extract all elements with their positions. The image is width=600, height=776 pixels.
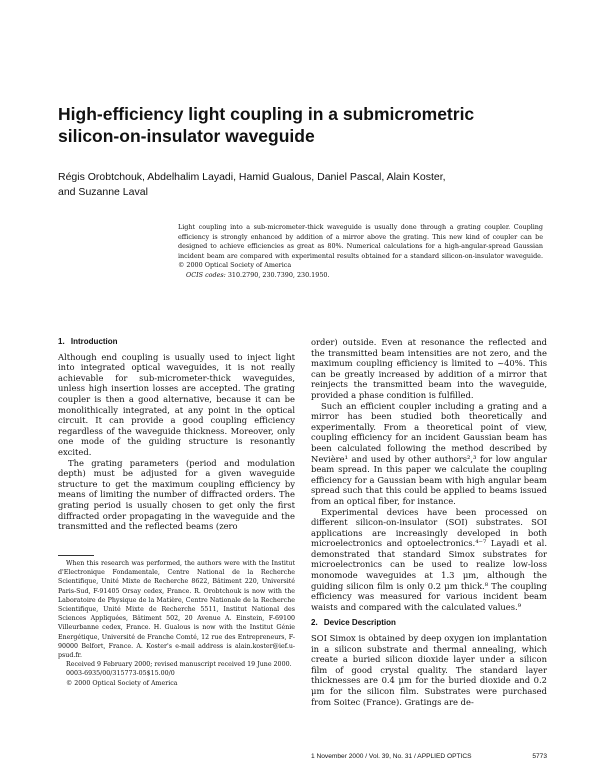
page-footer (311, 752, 547, 762)
author-list (58, 170, 478, 200)
page-number: 5773 (532, 753, 547, 760)
abstract-text: Light coupling into a sub-micrometer-thick waveguide is usually done through a grating coupler. Coupling efficiency is strongly enhanced by addition of a mirror above the grating. This new kind of coupler can be designed to achieve efficiencies as great as 80%. Numerical calculations for a high-angular-spread Gaussian incident beam are compared with experimental results obtained for a standard silicon-on-insulator waveguide. © 2000 Optical Society of America (178, 223, 543, 270)
paragraph: Such an efficient coupler including a grating and a mirror has been studied both theoretically and experimentally. From a theoretical point of view, coupling efficiency for an incident Gaussian beam has been calculated following the method described by Nevière¹ and used by other authors²,³ for low angular beam spread. In this paper we calculate the coupling efficiency for a Gaussian beam with high angular beam spread such that this could be applied to beams issued from an optical fiber, for instance. (311, 400, 547, 506)
affiliation-note: When this research was performed, the authors were with the Institut d'Electronique Fondamentale, Centre National de la Recherche Scientifique, Unité Mixte de Recherche 8622, Bâtiment 220, Université Paris-Sud, F-91405 Orsay cedex, France. R. Orobtchouk is now with the Laboratoire de Physique de la Matière, Centre Nationale de la Recherche Scientifique, Unité Mixte de Recherche 5511, Institut National des Sciences Appliquées, Bâtiment 502, 20 Avenue A. Einstein, F-69100 Villeurbanne cedex, France. H. Gualous is now with the Institut Génie Energétique, Université de Franche Comté, 12 rue des Entrepreneurs, F-90000 Belfort, France. A. Koster's e-mail address is alain.koster@ief.u-psud.fr. (58, 560, 295, 660)
copyright-note: © 2000 Optical Society of America (66, 679, 178, 687)
paragraph: Experimental devices have been processed on different silicon-on-insulator (SOI) substrates. SOI applications are increasingly developed in both microelectronics and optoelectronics.⁴⁻⁷ Layadi et al. demonstrated that standard Simox substrates for microelectronics can be used to realize low-loss monomode waveguides at 1.3 μm, although the guiding silicon film is only 0.2 μm thick.⁸ The coupling efficiency was measured for various incident beam waists and compared with the calculated values.⁹ (311, 506, 547, 612)
journal-info: 1 November 2000 / Vol. 39, No. 31 / APPLIED OPTICS (311, 753, 472, 760)
footnote-divider (58, 555, 94, 556)
received-note: Received 9 February 2000; revised manuscript received 19 June 2000. (66, 661, 292, 669)
ocis-values: 310.2790, 230.7390, 230.1950. (227, 270, 330, 279)
paragraph: The grating parameters (period and modulation depth) must be adjusted for a given waveguide structure to get the maximum coupling efficiency by means of limiting the number of diffracted orders. The grating period is usually chosen to get only the first diffracted order propagating in the waveguide and the transmitted and the reflected beams (zero (58, 457, 295, 532)
author-line-2: and Suzanne Laval (58, 186, 148, 198)
abstract (178, 223, 543, 281)
left-column (58, 337, 295, 532)
article-title (58, 103, 538, 147)
paragraph: Although end coupling is usually used to inject light into integrated optical waveguides, it is not really achievable for sub-micrometer-thick waveguides, unless high insertion losses are accepted. The grating coupler is then a good alternative, because it can be monolithically integrated, at any point in the optical circuit. It can provide a good coupling efficiency regardless of the waveguide thickness. Moreover, only one mode of the guiding structure is resonantly excited. (58, 351, 295, 457)
ocis-label: OCIS codes: (186, 270, 226, 279)
section-heading-device-description: 2. Device Description (311, 618, 396, 628)
section-heading-introduction: 1. Introduction (58, 337, 118, 346)
paragraph: SOI Simox is obtained by deep oxygen ion implantation in a silicon substrate and thermal annealing, which create a buried silicon dioxide layer under a silicon film of good crystal quality. The standard layer thicknesses are 0.4 μm for the buried dioxide and 0.2 μm for the silicon film. Substrates were purchased from Soitec (France). Gratings are de- (311, 633, 547, 707)
title-line-2: silicon-on-insulator waveguide (58, 126, 315, 146)
paragraph: order) outside. Even at resonance the reflected and the transmitted beam intensities are not zero, and the maximum coupling efficiency is limited to ~40%. This can be greatly increased by addition of a mirror that reinjects the transmitted beam into the waveguide, provided a phase condition is fulfilled. (311, 337, 547, 400)
footnotes (58, 559, 295, 688)
right-column (311, 337, 547, 707)
ocis-codes (178, 271, 543, 281)
author-line-1: Régis Orobtchouk, Abdelhalim Layadi, Hamid Gualous, Daniel Pascal, Alain Koster, (58, 171, 446, 183)
title-line-1: High-efficiency light coupling in a submicrometric (58, 104, 475, 124)
issn-code: 0003-6935/00/315773-05$15.00/0 (66, 670, 175, 678)
